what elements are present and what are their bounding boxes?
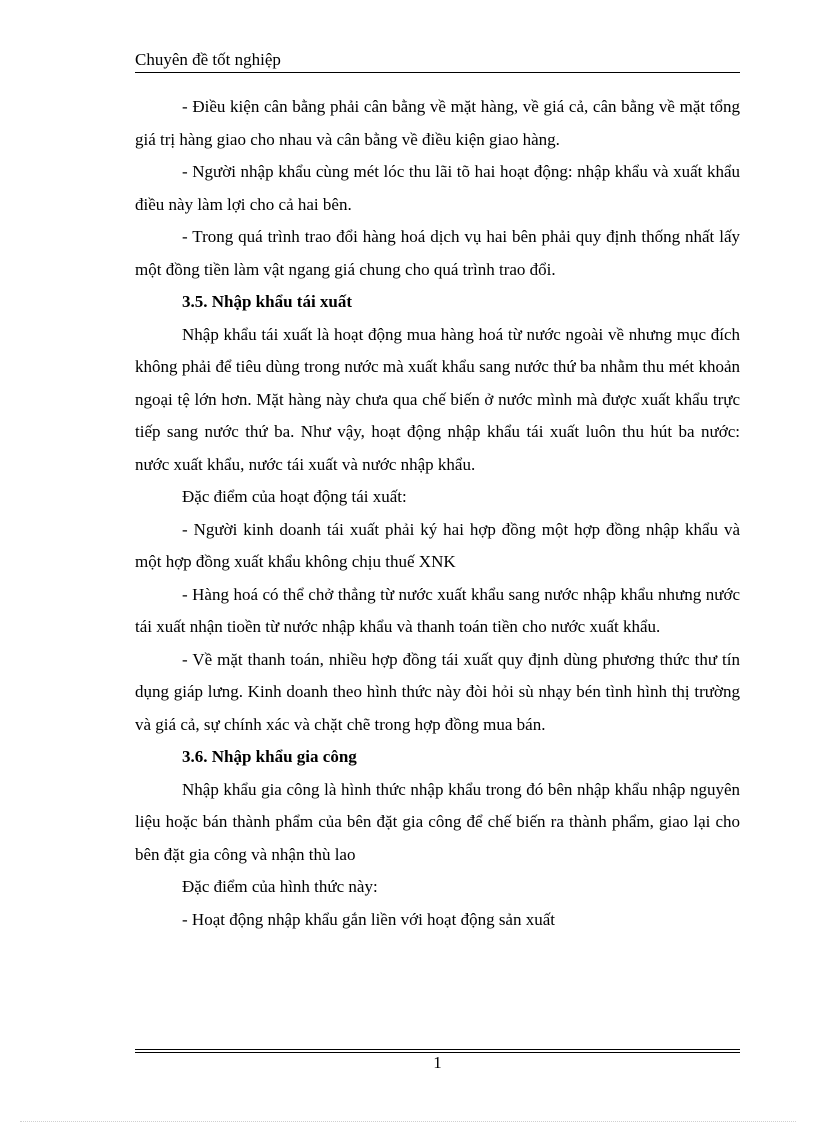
paragraph-reexport-shipping: - Hàng hoá có thể chở thẳng từ nước xuất khẩu sang nước nhập khẩu nhưng nước tái xuất nhận tioền từ nước nhập khẩu và thanh toán tiền cho nước xuất khẩu. [135, 584, 740, 636]
section-heading-3-6: 3.6. Nhập khẩu gia công [182, 747, 357, 766]
paragraph-reexport-contracts: - Người kinh doanh tái xuất phải ký hai hợp đồng một hợp đồng nhập khẩu và một hợp đồng xuất khẩu không chịu thuế XNK [135, 519, 740, 571]
paragraph-processing-features-intro: Đặc điểm của hình thức này: [182, 877, 378, 896]
page-header [135, 48, 740, 73]
header-title: Chuyên đề tốt nghiệp [135, 50, 281, 69]
section-heading-3-5: 3.5. Nhập khẩu tái xuất [182, 292, 353, 311]
paragraph-processing-production: - Hoạt động nhập khẩu gắn liền với hoạt động sản xuất [182, 909, 555, 929]
paragraph-processing-definition: Nhập khẩu gia công là hình thức nhập khẩu trong đó bên nhập khẩu nhập nguyên liệu hoặc bán thành phẩm của bên đặt gia công để chế biến ra thành phẩm, giao lại cho bên đặt gia công và nhận thù lao [135, 779, 740, 864]
footer-rule-top [135, 1049, 740, 1050]
paragraph-common-currency: - Trong quá trình trao đổi hàng hoá dịch vụ hai bên phải quy định thống nhất lấy một đồng tiền làm vật ngang giá chung cho quá trình trao đổi. [135, 227, 740, 279]
paragraph-reexport-payment: - Về mặt thanh toán, nhiều hợp đồng tái xuất quy định dùng phương thức thư tín dụng giáp lưng. Kinh doanh theo hình thức này đòi hỏi sù nhạy bén tình hình thị trường và giá cả, sự chính xác và chặt chẽ trong hợp đồng mua bán. [135, 649, 740, 734]
paragraph-reexport-definition: Nhập khẩu tái xuất là hoạt động mua hàng hoá từ nước ngoài về nhưng mục đích không phải để tiêu dùng trong nước mà xuất khẩu sang nước thứ ba nhằm thu mét khoản ngoại tệ lớn hơn. Mặt hàng này chưa qua chế biến ở nước mình mà được xuất khẩu trực tiếp sang nước thứ ba. Như vậy, hoạt động nhập khẩu tái xuất luôn thu hút ba nước: nước xuất khẩu, nước tái xuất và nước nhập khẩu. [135, 324, 740, 474]
page-number: 1 [433, 1053, 442, 1072]
page-edge-divider [20, 1121, 796, 1122]
paragraph-reexport-features-intro: Đặc điểm của hoạt động tái xuất: [182, 487, 407, 506]
document-body [135, 91, 740, 936]
paragraph-balance-conditions: - Điều kiện cân bằng phải cân bằng về mặt hàng, về giá cả, cân bằng về mặt tổng giá trị hàng giao cho nhau và cân bằng về điều kiện giao hàng. [135, 97, 740, 149]
paragraph-mutual-benefit: - Người nhập khẩu cùng mét lóc thu lãi tõ hai hoạt động: nhập khẩu và xuất khẩu điều này làm lợi cho cả hai bên. [135, 162, 740, 214]
